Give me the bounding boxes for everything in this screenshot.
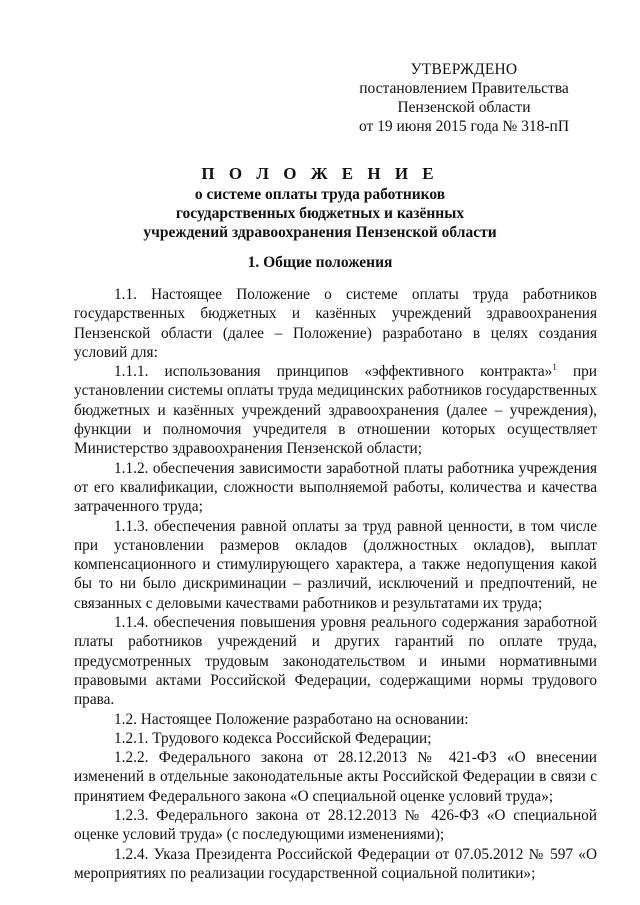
paragraph-1-2-3: 1.2.3. Федерального закона от 28.12.2013 № 426-ФЗ «О специальной оценке условий труда» (с последующими изменениями); [74, 807, 597, 844]
approval-heading: УТВЕРЖДЕНО [410, 61, 518, 78]
paragraph-1-2-4: 1.2.4. Указа Президента Российской Федерации от 07.05.2012 № 597 «О мероприятиях по реализации государственной социальной политики»; [74, 845, 597, 882]
footnote-marker[interactable]: 1 [552, 362, 557, 373]
paragraph-1-1-1 [74, 362, 597, 458]
document-title: П О Л О Ж Е Н И Е [201, 164, 439, 183]
approval-line-resolution: постановлением Правительства [359, 80, 569, 97]
document-subtitle-line-2: государственных бюджетных и казённых [175, 205, 465, 222]
paragraph-1-1-4: 1.1.4. обеспечения повышения уровня реального содержания заработной платы работников учреждений и других гарантий по оплате труда, предусмотренных трудовым законодательством и иными нормативными правовыми актами Российской Федерации, содержащими нормы трудового права. [74, 614, 597, 709]
paragraph-1-1-1-start: 1.1.1. использования принципов «эффективного контракта» [114, 363, 553, 381]
paragraph-1-2-1: 1.2.1. Трудового кодекса Российской Федерации; [114, 729, 432, 747]
document-title-block [70, 163, 570, 242]
approval-stamp [340, 60, 588, 136]
paragraph-1-1-3: 1.1.3. обеспечения равной оплаты за труд равной ценности, в том числе при установлении размеров окладов (должностных окладов), выплат компенсационного и стимулирующего характера, а также недопущения какой бы то ни было дискриминации – различий, исключений и предпочтений, не связанных с деловыми качествами работников и результатами их труда; [74, 517, 597, 612]
document-body [74, 285, 597, 883]
paragraph-1-1: 1.1. Настоящее Положение о системе оплаты труда работников государственных бюджетных и казённых учреждений здравоохранения Пензенской области (далее – Положение) разработано в целях создания условий для: [74, 286, 597, 361]
paragraph-1-2-2: 1.2.2. Федерального закона от 28.12.2013 № 421-ФЗ «О внесении изменений в отдельные законодательные акты Российской Федерации в связи с принятием Федерального закона «О специальной оценке условий труда»; [74, 749, 597, 805]
paragraph-1-1-2: 1.1.2. обеспечения зависимости заработной платы работника учреждения от его квалификации, сложности выполняемой работы, количества и качества затраченного труда; [74, 459, 597, 516]
document-subtitle-line-3: учреждений здравоохранения Пензенской области [143, 224, 497, 241]
approval-line-region: Пензенской области [397, 99, 531, 116]
paragraph-1-2: 1.2. Настоящее Положение разработано на основании: [114, 710, 469, 728]
approval-line-date-number: от 19 июня 2015 года № 318-пП [358, 118, 570, 135]
document-subtitle-line-1: о системе оплаты труда работников [194, 186, 446, 203]
section-heading-general: 1. Общие положения [247, 254, 393, 271]
paragraph-1-1-1-end: при установлении системы оплаты труда медицинских работников государственных бюджетных и казённых учреждений здравоохранения (далее – учреждения), функции и полномочия учредителя в отношении которых осуществляет Министерство здравоохранения Пензенской области; [74, 363, 597, 458]
